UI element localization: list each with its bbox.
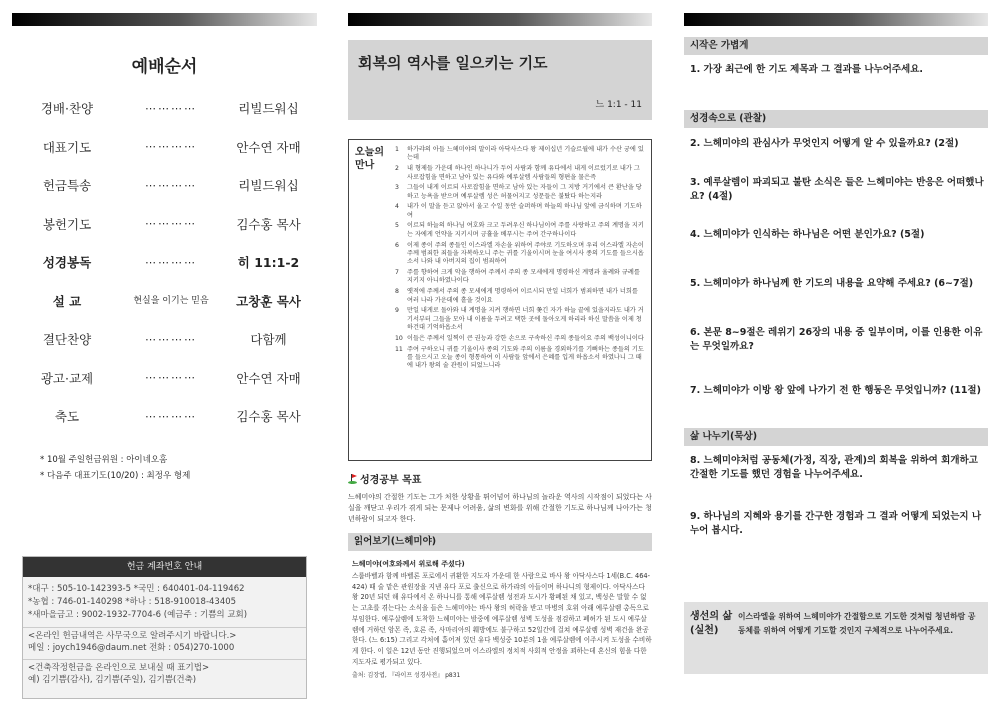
reading-subtitle: 느헤미야(여호와께서 위로해 주셨다)	[352, 560, 465, 568]
verse	[395, 165, 645, 182]
reading-source: 출처: 김장엽, 『라이프 성경사전』 p831	[352, 672, 461, 680]
header-gradient-bar	[348, 13, 652, 26]
verse	[395, 146, 645, 163]
verse-number: 4	[395, 203, 399, 211]
order-leader: 고창훈 목사	[236, 293, 301, 309]
verse-number: 1	[395, 146, 399, 153]
worship-order-row	[12, 397, 317, 436]
question: 1. 가장 최근에 한 기도 제목과 그 결과를 나누어주세요.	[690, 64, 924, 75]
verse-text: 주여 구하오니 귀를 기울이사 종의 기도와 주의 이름을 경외하기를 기뻐하는 종들의 기도를 들으시고 오늘 종이 형통하여 이 사람들 앞에서 은혜를 입게 하옵소서 하였나니 그 때에 내가 왕의 술 관원이 되었느니라	[407, 345, 644, 370]
verse	[395, 242, 645, 267]
verse-number: 7	[395, 269, 399, 277]
online-contact: 메일 : joych1946@daum.net 전화 : 054)270-1000	[28, 643, 235, 653]
question: 6. 본문 8~9절은 레위기 26장의 내용 중 일부이며, 이를 인용한 이유는 무엇일까요?	[690, 327, 983, 352]
questions-column	[684, 0, 988, 706]
worship-order-row	[12, 320, 317, 359]
account-line: *농협 : 746-01-140298 *하나 : 518-910018-43405	[28, 597, 237, 607]
worship-order-title: 예배순서	[131, 57, 198, 77]
share-section-title: 삶 나누기(묵상)	[684, 428, 988, 446]
reading-text: 스룹바벨과 함께 바벨론 포로에서 귀환한 지도자 가운데 한 사람으로 바사 왕 아닥사스다 1세(B.C. 464-424) 때 술 맡은 관원장을 지낸 유다 포로 출신으로 하가랴의 아들이며 하나니의 형제이다. 아닥사스다 왕 20년 되던 해 유다에서 온 하나니를 통해 예루살렘 성전과 도시가 황폐된 채 있고, 백성은 말할 수 없는 고초를 겪는다는 소식을 들은 느헤미야는 바사 왕의 허락을 받고 마병의 호위 아래 예루살렘 총독으로 부임한다. 예루살렘에 도착한 느헤미야는 밤중에 예루살렘 성벽 도성을 점검하고 폐허가 된 도시 예루살렘에 거하던 암몬 족, 호론 족, 사마리아의 훼방에도 불구하고 52일간에 걸쳐 예루살렘 성벽 재건을 완공한다. (느 6:15) 그리고 각처에 흩어져 있던 유다 백성중 10분의 1을 예루살렘에 이주시켜 도성을 수비하게 한다. 이 일은 12년 동안 진행되었으며 이스라엘의 정치적 사회적 안정을 꾀하는데 혼신의 힘을 다한 지도자로 평가되고 있다.	[352, 572, 652, 666]
verse	[395, 307, 645, 332]
observe-section-title: 성경속으로 (관찰)	[684, 110, 988, 128]
order-dots: ⋯⋯⋯⋯	[145, 255, 197, 269]
question: 2. 느헤미야의 관심사가 무엇인지 어떻게 알 수 있을까요? (2절)	[690, 138, 959, 149]
goal-text: 느헤미야의 간절한 기도는 그가 처한 상황을 뛰어넘어 하나님의 놀라운 역사의 시작점이 되었다는 사실을 깨닫고 우리가 겪게 되는 문제나 어려움, 삶의 변화를 위해 간절한 기도로 하나님께 나아가는 청년하람이 되고자 한다.	[348, 493, 652, 523]
golf-flag-icon	[348, 474, 357, 484]
order-leader: 김수홍 목사	[236, 409, 301, 425]
order-dots: ⋯⋯⋯⋯	[145, 409, 197, 423]
order-dots: ⋯⋯⋯⋯	[145, 140, 197, 154]
account-title: 헌금 계좌번호 안내	[23, 557, 306, 577]
account-info-box	[22, 556, 307, 699]
order-part: 결단찬양	[42, 332, 92, 348]
account-line: *대구 : 505-10-142393-5 *국민 : 640401-04-119462	[28, 584, 245, 594]
verse-text: 이제 종이 주의 종들인 이스라엘 자손을 위하여 주야로 기도하오며 우리 이스라엘 자손이 주께 범죄한 죄들을 자복하오니 주는 귀를 기울이시며 눈을 여시사 종의 기도를 들으시옵소서 나와 내 아버지의 집이 범죄하여	[407, 241, 644, 266]
goal-heading	[348, 471, 652, 486]
order-dots: ⋯⋯⋯⋯	[145, 332, 197, 346]
start-section-title: 시작은 가볍게	[684, 37, 988, 55]
building-notice-block	[23, 659, 306, 688]
scripture-box	[348, 139, 652, 461]
worship-order-list	[12, 89, 317, 436]
worship-order-row	[12, 282, 317, 321]
order-part: 봉헌기도	[42, 216, 92, 232]
goal-title: 성경공부 목표	[360, 475, 422, 486]
verse-text: 내가 이 말을 듣고 앉아서 울고 수일 동안 슬퍼하며 하늘의 하나님 앞에 금식하며 기도하여	[407, 203, 642, 219]
order-part: 설 교	[52, 293, 82, 309]
verse-number: 2	[395, 165, 399, 173]
question: 3. 예루살렘이 파괴되고 불탄 소식은 들은 느헤미야는 반응은 어떠했나요? (4절)	[690, 177, 984, 202]
order-leader: 안수연 자매	[236, 370, 301, 386]
worship-order-row	[12, 243, 317, 282]
verse-text: 주를 향하여 크게 악을 행하여 주께서 주의 종 모세에게 명령하신 계명과 율례와 규례를 지키지 아니하였나이다	[407, 269, 640, 285]
verse-text: 하가랴의 아들 느헤미야의 말이라 아닥사스다 왕 제이십년 기슬르월에 내가 수산 궁에 있는데	[407, 146, 644, 162]
verse	[395, 288, 645, 305]
life-practice-box	[684, 602, 988, 674]
question: 8. 느헤미야처럼 공동체(가정, 직장, 관계)의 회복을 위하여 회개하고 간절한 기도를 했던 경험을 나누어주세요.	[690, 455, 978, 480]
online-notice-block	[23, 627, 306, 656]
verse-list	[395, 146, 645, 454]
verse-text: 만일 내게로 돌아와 내 계명을 지켜 행하면 너희 쫓긴 자가 하늘 끝에 있을지라도 내가 거기서부터 그들을 모아 내 이름을 두려고 택한 곳에 돌아오게 하리라 하신 말씀을 이제 청하건대 기억하옵소서	[407, 307, 644, 332]
reading-title: 읽어보기(느헤미야)	[348, 533, 652, 551]
header-gradient-bar	[12, 13, 317, 26]
verse	[395, 203, 645, 220]
order-leader: 안수연 자매	[236, 139, 301, 155]
verse	[395, 222, 645, 239]
order-leader: 다함께	[250, 332, 287, 348]
prayer-title: 회복의 역사를 일으키는 기도	[358, 54, 548, 72]
order-leader: 히 11:1-2	[237, 255, 300, 271]
worship-order-row	[12, 128, 317, 167]
worship-order-row	[12, 166, 317, 205]
verse-text: 그들이 내게 이르되 사로잡힘을 면하고 남아 있는 자들이 그 지방 거기에서 큰 환난을 당하고 능욕을 받으며 예루살렘 성은 허물어지고 성문들은 불탔다 하는지라	[407, 184, 642, 200]
header-gradient-bar	[684, 13, 988, 26]
verse	[395, 346, 645, 371]
building-notice: <건축작정헌금을 온라인으로 보내실 때 표기법>	[28, 663, 210, 673]
account-line: *새마을금고 : 9002-1932-7704-6 (예금주 : 기쁨의 교회)	[28, 610, 248, 620]
order-leader: 김수홍 목사	[236, 216, 301, 232]
verse-number: 6	[395, 241, 399, 249]
order-dots: ⋯⋯⋯⋯	[145, 178, 197, 192]
verse-number: 3	[395, 184, 399, 192]
note-line: * 다음주 대표기도(10/20) : 최정우 형제	[40, 470, 191, 481]
sermon-title: 현실을 이기는 믿음	[133, 295, 209, 306]
prayer-title-box	[348, 40, 652, 120]
order-leader: 리빌드워십	[238, 178, 299, 194]
worship-notes	[12, 452, 317, 484]
worship-column	[12, 0, 317, 706]
life-text: 이스라엘을 위하여 느헤미야가 간절함으로 기도한 것처럼 청년하람 공동체를 위하여 어떻게 기도할 것인지 구체적으로 나누어주세요.	[738, 612, 976, 635]
order-part: 성경봉독	[42, 255, 92, 271]
prayer-reference: 느 1:1 - 11	[595, 100, 642, 110]
worship-order-row	[12, 359, 317, 398]
order-part: 헌금특송	[42, 178, 92, 194]
verse-number: 5	[395, 222, 399, 230]
verse-text: 이르되 하늘의 하나님 여호와 크고 두려우신 하나님이여 주를 사랑하고 주의 계명을 지키는 자에게 언약을 지키시며 긍휼을 베푸시는 주여 간구하나이다	[407, 222, 644, 238]
worship-order-row	[12, 205, 317, 244]
life-label: 생선의 삶 (실천)	[690, 611, 733, 636]
order-part: 경배·찬양	[40, 101, 94, 117]
worship-order-row	[12, 89, 317, 128]
verse-text: 옛적에 주께서 주의 종 모세에게 명령하여 이르시되 만일 너희가 범죄하면 내가 너희를 여러 나라 가운데에 흩을 것이요	[407, 288, 638, 304]
building-example: 예) 김기쁨(감사), 김기쁨(주일), 김기쁨(건축)	[28, 675, 197, 685]
verse-number: 8	[395, 288, 399, 296]
verse-text: 내 형제들 가운데 하나인 하나니가 두어 사람과 함께 유다에서 내게 이르렀기로 내가 그 사로잡힘을 면하고 남아 있는 유다와 예루살렘 사람들의 형편을 물은즉	[407, 165, 640, 181]
question: 9. 하나님의 지혜와 용기를 간구한 경험과 그 결과 어떻게 되었는지 나누어 봅시다.	[690, 511, 982, 536]
question: 5. 느헤미야가 하나님께 한 기도의 내용을 요약해 주세요? (6~7절)	[690, 278, 974, 289]
question: 7. 느헤미야가 이방 왕 앞에 나가기 전 한 행동은 무엇입니까? (11절)	[690, 385, 981, 396]
order-leader: 리빌드워십	[238, 101, 299, 117]
note-line: * 10월 주일헌금위원 : 아이네오홈	[40, 454, 168, 465]
order-part: 광고·교제	[40, 370, 94, 386]
order-part: 대표기도	[42, 139, 92, 155]
manna-label: 오늘의 만나	[355, 147, 384, 171]
question: 4. 느헤미야가 인식하는 하나님은 어떤 분인가요? (5절)	[690, 229, 925, 240]
verse	[395, 184, 645, 201]
verse-number: 10	[395, 334, 403, 342]
order-part: 축도	[54, 409, 80, 425]
online-notice: <온라인 헌금내역은 사무국으로 알려주시기 바랍니다.>	[28, 631, 237, 641]
order-dots: ⋯⋯⋯⋯	[145, 101, 197, 115]
verse	[395, 335, 645, 343]
verse	[395, 269, 645, 286]
verse-number: 11	[395, 345, 403, 353]
verse-number: 9	[395, 307, 399, 315]
verse-text: 이들은 주께서 일찍이 큰 권능과 강한 손으로 구속하신 주의 종들이요 주의 백성이니이다	[407, 334, 644, 342]
order-dots: ⋯⋯⋯⋯	[145, 217, 197, 231]
order-dots: ⋯⋯⋯⋯	[145, 371, 197, 385]
scripture-column	[348, 0, 652, 706]
account-lines	[23, 577, 306, 624]
